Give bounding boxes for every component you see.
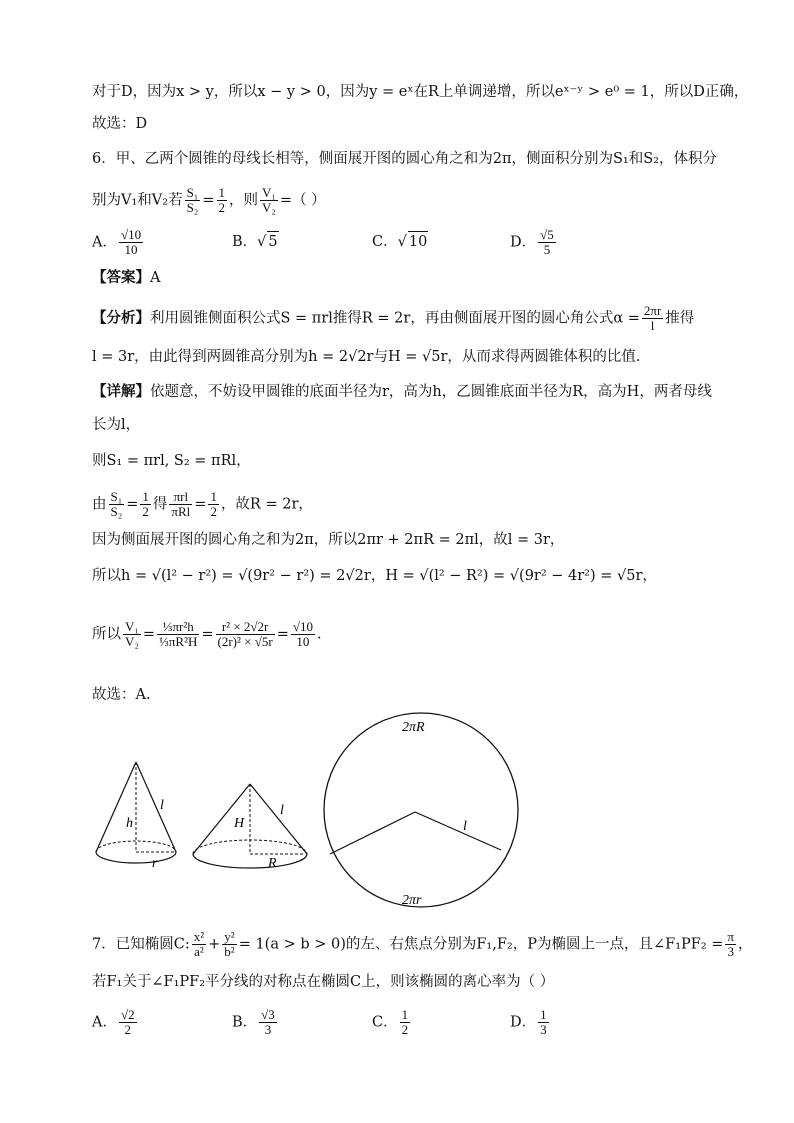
q6-option-c: C．√ 10 <box>372 231 428 252</box>
answer-tag: 【答案】 <box>92 269 150 286</box>
q7-stem-line-2: 若F₁关于∠F₁PF₂平分线的对称点在椭圆C上，则该椭圆的离心率为（ ） <box>92 974 555 990</box>
q6-analysis-line-2: l = 3r，由此得到两圆锥高分别为h = 2√2r与H = √5r，从而求得两圆锥体积的比值. <box>92 349 641 365</box>
cone-2 <box>193 784 307 871</box>
q6-detail-line-7: 所以 $\frac{\text{V₁}}{\text{V₂}}$ = $\frac{\text{⅓πr²h}}{\text{⅓πR²H}}$ = $\frac{\text{r² × 2√2r}}{\text{(2r)² × √5r}}$ = $\frac{√10}{10}$ . <box>92 619 322 649</box>
arc-bottom-label: 2πr <box>402 893 422 908</box>
q6-detail-line-6: 所以h = √(l² − r²) = √(9r² − r²) = 2√2r，H = √(l² − R²) = √(9r² − 4r²) = √5r， <box>92 568 657 584</box>
q7-option-a: A． $\frac{√2}{2}$ <box>92 1007 135 1037</box>
q6-detail-line-3: 则S₁ = πrl, S₂ = πRl， <box>92 453 251 469</box>
q6-option-d: D． $\frac{√5}{5}$ <box>510 227 554 257</box>
radius-l-label: l <box>463 819 467 834</box>
cone2-l-label: l <box>280 803 284 818</box>
q6-analysis-line-1: 【分析】利用圆锥侧面积公式S = πrl推得R = 2r，再由侧面展开图的圆心角公式α = $\frac{2\pi r}{l}$ 推得 <box>92 303 695 333</box>
q7-option-d: D． $\frac{1}{3}$ <box>510 1007 547 1037</box>
prev-line-1: 对于D，因为x > y，所以x − y > 0，因为y = eˣ在R上单调递增，所以eˣ⁻ʸ > e⁰ = 1，所以D正确， <box>92 84 749 100</box>
fraction: $\frac{\text{S₁}}{\text{S₂}}$ <box>186 185 199 215</box>
cone2-h-label: H <box>234 816 245 831</box>
q6-option-a: A． $\frac{√10}{10}$ <box>92 227 142 257</box>
q6-detail-line-1: 【详解】依题意，不妨设甲圆锥的底面半径为r，高为h，乙圆锥底面半径为R，高为H，两者母线 <box>92 383 712 400</box>
cone2-r-label: R <box>268 856 277 871</box>
q6-stem-line-2: 别为V₁和V₂若 $\frac{\text{S₁}}{\text{S₂}}$ = $\frac{1}{2}$ ，则 $\frac{\text{V₁}}{\text{V₂}}$ =（ ） <box>92 185 326 215</box>
q6-detail-line-2: 长为l， <box>92 417 141 433</box>
q7-option-b: B． $\frac{√3}{3}$ <box>232 1007 275 1037</box>
cone1-h-label: h <box>126 816 133 831</box>
q6-stem-line-1: 6．甲、乙两个圆锥的母线长相等，侧面展开图的圆心角之和为2π，侧面积分别为S₁和S₂，体积分 <box>92 151 717 167</box>
detail-tag: 【详解】 <box>92 383 150 400</box>
sector-figure <box>318 708 524 914</box>
cone1-l-label: l <box>160 798 164 813</box>
prev-line-2: 故选：D <box>92 116 148 132</box>
q6-detail-line-5: 因为侧面展开图的圆心角之和为2π，所以2πr + 2πR = 2πl，故l = 3r， <box>92 532 565 548</box>
analysis-tag: 【分析】 <box>92 309 150 327</box>
q6-detail-line-4: 由 $\frac{\text{S₁}}{\text{S₂}}$ = $\frac{1}{2}$ 得 $\frac{\text{πrl}}{\text{πRl}}$ = $\frac{1}{2}$ ，故R = 2r， <box>92 489 313 519</box>
q7-option-c: C． $\frac{1}{2}$ <box>372 1007 409 1037</box>
q6-stem-text-a: 别为V₁和V₂若 <box>92 192 183 209</box>
arc-top-label: 2πR <box>402 720 425 735</box>
cone1-r-label: r <box>152 856 158 871</box>
fraction: $\frac{1}{2}$ <box>218 185 225 215</box>
q7-stem-line-1: 7．已知椭圆C: $\frac{\text{x²}}{\text{a²}}$ + $\frac{\text{y²}}{\text{b²}}$ = 1(a > b > 0)的左、右焦点分别为F₁,F₂，P为椭圆上一点，且∠F₁PF₂ = $\frac{\pi}{3}$ ， <box>92 929 753 959</box>
q6-option-b: B．√ 5 <box>232 231 279 252</box>
q6-choose: 故选：A. <box>92 687 151 703</box>
fraction: $\frac{\text{V₁}}{\text{V₂}}$ <box>262 185 276 215</box>
cone-1 <box>96 762 176 871</box>
q6-answer: 【答案】A <box>92 269 161 286</box>
